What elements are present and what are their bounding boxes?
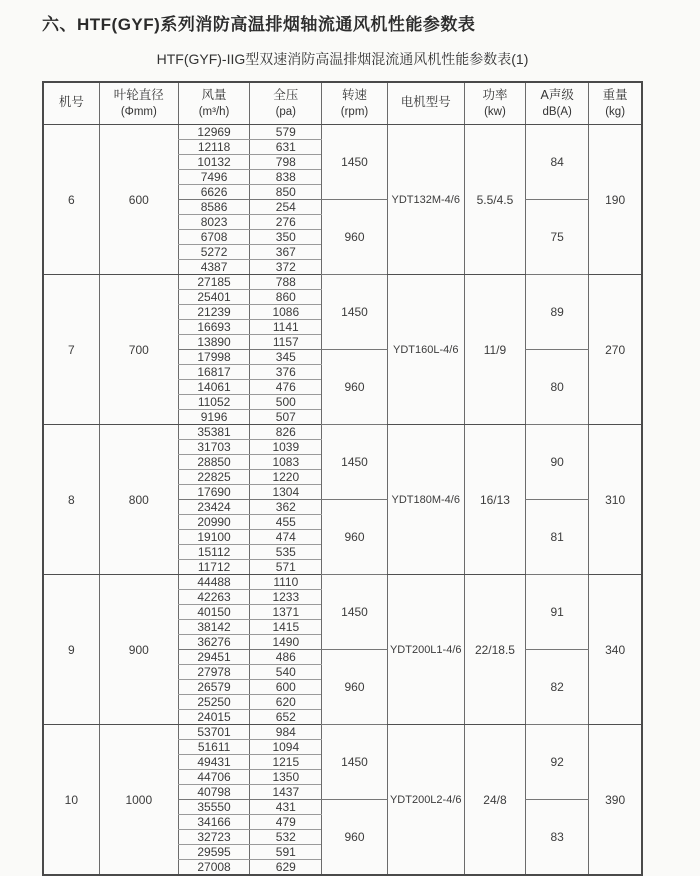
air-volume-cell: 24015	[178, 710, 249, 725]
air-volume-cell: 11052	[178, 395, 249, 410]
pressure-cell: 798	[250, 155, 322, 170]
pressure-cell: 1094	[250, 740, 322, 755]
speed-cell: 1450	[322, 425, 387, 500]
speed-cell: 960	[322, 800, 387, 876]
power-cell: 5.5/4.5	[464, 125, 525, 275]
air-volume-cell: 6708	[178, 230, 249, 245]
air-volume-cell: 32723	[178, 830, 249, 845]
pressure-cell: 1371	[250, 605, 322, 620]
pressure-cell: 254	[250, 200, 322, 215]
sound-level-cell: 75	[526, 200, 589, 275]
sound-level-cell: 89	[526, 275, 589, 350]
col-header-speed: 转速 (rpm)	[322, 82, 387, 125]
air-volume-cell: 26579	[178, 680, 249, 695]
pressure-cell: 1220	[250, 470, 322, 485]
pressure-cell: 1110	[250, 575, 322, 590]
pressure-cell: 350	[250, 230, 322, 245]
pressure-cell: 345	[250, 350, 322, 365]
pressure-cell: 571	[250, 560, 322, 575]
air-volume-cell: 51611	[178, 740, 249, 755]
pressure-cell: 860	[250, 290, 322, 305]
air-volume-cell: 36276	[178, 635, 249, 650]
pressure-cell: 1141	[250, 320, 322, 335]
impeller-dia-cell: 1000	[99, 725, 178, 876]
air-volume-cell: 12118	[178, 140, 249, 155]
pressure-cell: 1350	[250, 770, 322, 785]
air-volume-cell: 8586	[178, 200, 249, 215]
machine-no-cell: 8	[43, 425, 99, 575]
air-volume-cell: 21239	[178, 305, 249, 320]
speed-cell: 960	[322, 350, 387, 425]
table-row	[43, 125, 642, 140]
pressure-cell: 431	[250, 800, 322, 815]
air-volume-cell: 34166	[178, 815, 249, 830]
air-volume-cell: 9196	[178, 410, 249, 425]
air-volume-cell: 8023	[178, 215, 249, 230]
pressure-cell: 984	[250, 725, 322, 740]
pressure-cell: 629	[250, 860, 322, 876]
sound-level-cell: 82	[526, 650, 589, 725]
air-volume-cell: 49431	[178, 755, 249, 770]
pressure-cell: 476	[250, 380, 322, 395]
air-volume-cell: 11712	[178, 560, 249, 575]
pressure-cell: 579	[250, 125, 322, 140]
air-volume-cell: 12969	[178, 125, 249, 140]
machine-no-cell: 6	[43, 125, 99, 275]
sound-level-cell: 92	[526, 725, 589, 800]
col-header-impeller-dia: 叶轮直径 (Φmm)	[99, 82, 178, 125]
air-volume-cell: 6626	[178, 185, 249, 200]
machine-no-cell: 9	[43, 575, 99, 725]
air-volume-cell: 4387	[178, 260, 249, 275]
impeller-dia-cell: 600	[99, 125, 178, 275]
col-header-power: 功率 (kw)	[464, 82, 525, 125]
sound-level-cell: 84	[526, 125, 589, 200]
air-volume-cell: 13890	[178, 335, 249, 350]
pressure-cell: 1083	[250, 455, 322, 470]
air-volume-cell: 16817	[178, 365, 249, 380]
speed-cell: 1450	[322, 725, 387, 800]
pressure-cell: 1039	[250, 440, 322, 455]
page-subtitle: HTF(GYF)-IIG型双速消防高温排烟混流通风机性能参数表(1)	[156, 51, 529, 67]
performance-table	[42, 81, 643, 876]
air-volume-cell: 25401	[178, 290, 249, 305]
sound-level-cell: 81	[526, 500, 589, 575]
pressure-cell: 372	[250, 260, 322, 275]
air-volume-cell: 19100	[178, 530, 249, 545]
weight-cell: 340	[589, 575, 642, 725]
motor-model-cell: YDT180M-4/6	[387, 425, 464, 575]
air-volume-cell: 17998	[178, 350, 249, 365]
pressure-cell: 1157	[250, 335, 322, 350]
pressure-cell: 788	[250, 275, 322, 290]
motor-model-cell: YDT160L-4/6	[387, 275, 464, 425]
pressure-cell: 474	[250, 530, 322, 545]
weight-cell: 310	[589, 425, 642, 575]
pressure-cell: 600	[250, 680, 322, 695]
header-row	[43, 82, 642, 125]
air-volume-cell: 5272	[178, 245, 249, 260]
col-header-motor-model: 电机型号	[387, 82, 464, 125]
air-volume-cell: 44488	[178, 575, 249, 590]
speed-cell: 1450	[322, 275, 387, 350]
col-header-sound-level: A声级 dB(A)	[526, 82, 589, 125]
pressure-cell: 479	[250, 815, 322, 830]
air-volume-cell: 40798	[178, 785, 249, 800]
pressure-cell: 826	[250, 425, 322, 440]
col-header-total-pressure: 全压 (pa)	[250, 82, 322, 125]
air-volume-cell: 22825	[178, 470, 249, 485]
pressure-cell: 1415	[250, 620, 322, 635]
page-title: 六、HTF(GYF)系列消防高温排烟轴流通风机性能参数表	[42, 15, 476, 34]
pressure-cell: 367	[250, 245, 322, 260]
air-volume-cell: 44706	[178, 770, 249, 785]
impeller-dia-cell: 900	[99, 575, 178, 725]
pressure-cell: 620	[250, 695, 322, 710]
pressure-cell: 500	[250, 395, 322, 410]
table-row	[43, 575, 642, 590]
pressure-cell: 507	[250, 410, 322, 425]
pressure-cell: 362	[250, 500, 322, 515]
weight-cell: 190	[589, 125, 642, 275]
pressure-cell: 850	[250, 185, 322, 200]
pressure-cell: 838	[250, 170, 322, 185]
air-volume-cell: 17690	[178, 485, 249, 500]
air-volume-cell: 29451	[178, 650, 249, 665]
pressure-cell: 1086	[250, 305, 322, 320]
air-volume-cell: 7496	[178, 170, 249, 185]
power-cell: 11/9	[464, 275, 525, 425]
pressure-cell: 1490	[250, 635, 322, 650]
table-row	[43, 425, 642, 440]
table-row	[43, 725, 642, 740]
air-volume-cell: 31703	[178, 440, 249, 455]
air-volume-cell: 25250	[178, 695, 249, 710]
pressure-cell: 532	[250, 830, 322, 845]
pressure-cell: 631	[250, 140, 322, 155]
pressure-cell: 540	[250, 665, 322, 680]
impeller-dia-cell: 800	[99, 425, 178, 575]
sound-level-cell: 83	[526, 800, 589, 876]
air-volume-cell: 27008	[178, 860, 249, 876]
speed-cell: 960	[322, 200, 387, 275]
air-volume-cell: 35550	[178, 800, 249, 815]
sound-level-cell: 91	[526, 575, 589, 650]
air-volume-cell: 42263	[178, 590, 249, 605]
speed-cell: 960	[322, 500, 387, 575]
air-volume-cell: 28850	[178, 455, 249, 470]
air-volume-cell: 15112	[178, 545, 249, 560]
motor-model-cell: YDT132M-4/6	[387, 125, 464, 275]
col-header-weight: 重量 (kg)	[589, 82, 642, 125]
speed-cell: 1450	[322, 125, 387, 200]
pressure-cell: 1304	[250, 485, 322, 500]
speed-cell: 960	[322, 650, 387, 725]
machine-no-cell: 10	[43, 725, 99, 876]
pressure-cell: 652	[250, 710, 322, 725]
air-volume-cell: 27185	[178, 275, 249, 290]
air-volume-cell: 29595	[178, 845, 249, 860]
air-volume-cell: 40150	[178, 605, 249, 620]
sound-level-cell: 80	[526, 350, 589, 425]
pressure-cell: 591	[250, 845, 322, 860]
air-volume-cell: 10132	[178, 155, 249, 170]
weight-cell: 390	[589, 725, 642, 876]
machine-no-cell: 7	[43, 275, 99, 425]
pressure-cell: 486	[250, 650, 322, 665]
weight-cell: 270	[589, 275, 642, 425]
pressure-cell: 1215	[250, 755, 322, 770]
motor-model-cell: YDT200L1-4/6	[387, 575, 464, 725]
pressure-cell: 276	[250, 215, 322, 230]
air-volume-cell: 38142	[178, 620, 249, 635]
air-volume-cell: 14061	[178, 380, 249, 395]
col-header-air-volume: 风量 (m³/h)	[178, 82, 249, 125]
air-volume-cell: 27978	[178, 665, 249, 680]
air-volume-cell: 16693	[178, 320, 249, 335]
pressure-cell: 535	[250, 545, 322, 560]
motor-model-cell: YDT200L2-4/6	[387, 725, 464, 876]
air-volume-cell: 53701	[178, 725, 249, 740]
pressure-cell: 1437	[250, 785, 322, 800]
air-volume-cell: 23424	[178, 500, 249, 515]
power-cell: 16/13	[464, 425, 525, 575]
col-header-machine-no: 机号	[43, 82, 99, 125]
pressure-cell: 455	[250, 515, 322, 530]
air-volume-cell: 35381	[178, 425, 249, 440]
sound-level-cell: 90	[526, 425, 589, 500]
table-row	[43, 275, 642, 290]
power-cell: 24/8	[464, 725, 525, 876]
impeller-dia-cell: 700	[99, 275, 178, 425]
power-cell: 22/18.5	[464, 575, 525, 725]
pressure-cell: 1233	[250, 590, 322, 605]
pressure-cell: 376	[250, 365, 322, 380]
air-volume-cell: 20990	[178, 515, 249, 530]
speed-cell: 1450	[322, 575, 387, 650]
